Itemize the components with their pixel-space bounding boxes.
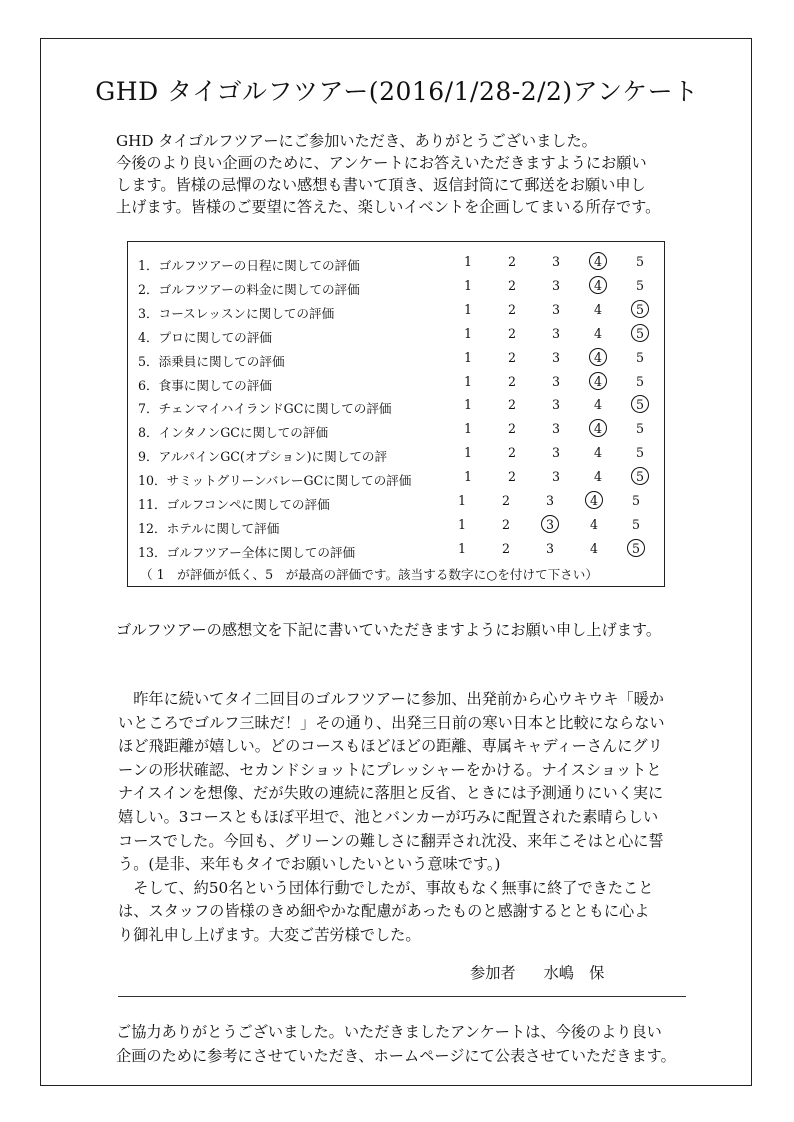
rating-score[interactable]: 1 — [463, 349, 472, 365]
rating-score-circled[interactable]: 5 — [631, 324, 649, 342]
rating-score[interactable]: 1 — [463, 325, 472, 341]
rating-score-circled[interactable]: 3 — [541, 515, 559, 533]
rating-question: 2．ゴルフツアーの料金に関しての評価 — [138, 281, 360, 297]
impression-line: は、スタッフの皆様のきめ細やかな配慮があったものと感謝するとともに心よ — [118, 902, 650, 921]
rating-score[interactable]: 4 — [589, 516, 598, 532]
impression-line: そして、約50名という団体行動でしたが、事故もなく無事に終了できたこと — [118, 878, 654, 897]
intro-line: 上げます。皆様のご要望に答えた、楽しいイベントを企画してまいる所存です。 — [116, 198, 661, 216]
rating-score[interactable]: 1 — [463, 445, 472, 461]
rating-score[interactable]: 3 — [551, 254, 560, 269]
rating-question: 3．コースレッスンに関しての評価 — [138, 305, 335, 321]
rating-score[interactable]: 3 — [551, 397, 560, 413]
rating-row — [128, 371, 664, 395]
rating-score[interactable]: 5 — [631, 493, 640, 508]
rating-score[interactable]: 2 — [507, 397, 516, 413]
rating-score[interactable]: 2 — [507, 325, 516, 341]
survey-title: GHD タイゴルフツアー(2016/1/28-2/2)アンケート — [95, 77, 699, 106]
rating-score[interactable]: 4 — [593, 445, 602, 461]
signature — [470, 962, 632, 983]
rating-score[interactable]: 1 — [463, 277, 472, 293]
closing-text — [116, 1020, 716, 1068]
rating-score[interactable]: 2 — [507, 373, 516, 389]
rating-score[interactable]: 5 — [635, 254, 644, 269]
rating-score[interactable]: 3 — [551, 325, 560, 341]
rating-question: 6．食事に関しての評価 — [138, 377, 272, 393]
rating-score[interactable]: 2 — [507, 277, 516, 293]
impression-line: り御礼申し上げます。大変ご苦労様でした。 — [118, 925, 421, 944]
rating-score[interactable]: 1 — [463, 397, 472, 413]
rating-score[interactable]: 2 — [501, 540, 510, 556]
rating-score[interactable]: 2 — [507, 254, 516, 269]
rating-score[interactable]: 3 — [551, 373, 560, 389]
impression-line: 嬉しい。3コースともほぼ平坦で、池とバンカーが巧みに配置された素晴らしい — [118, 807, 659, 826]
rating-score[interactable]: 5 — [635, 349, 644, 365]
rating-score[interactable]: 1 — [463, 301, 472, 317]
impression-line: う。(是非、来年もタイでお願いしたいという意味です。) — [118, 855, 501, 874]
rating-score[interactable]: 1 — [463, 254, 472, 269]
impression-line: コースでした。今回も、グリーンの難しさに翻弄され沈没、来年こそはと心に誓 — [118, 831, 664, 850]
rating-question: 1．ゴルフツアーの日程に関しての評価 — [138, 258, 360, 273]
rating-question: 8．インタノンGCに関しての評価 — [138, 425, 329, 441]
intro-text — [116, 130, 696, 218]
rating-score[interactable]: 3 — [551, 469, 560, 485]
rating-question: 12．ホテルに関して評価 — [138, 520, 280, 536]
rating-score[interactable]: 5 — [635, 373, 644, 389]
rating-score[interactable]: 2 — [507, 349, 516, 365]
rating-score[interactable]: 5 — [635, 445, 644, 461]
impression-line: ナイスインを想像、だが失敗の連続に落胆と反省、ときには予測通りにいく実に — [118, 784, 664, 803]
rating-row — [128, 442, 664, 466]
rating-score[interactable]: 2 — [507, 421, 516, 437]
intro-line: GHD タイゴルフツアーにご参加いただき、ありがとうございました。 — [116, 132, 597, 150]
impression-text — [118, 688, 698, 948]
rating-table — [127, 241, 665, 587]
rating-score-circled[interactable]: 4 — [589, 348, 607, 366]
intro-line: します。皆様の忌憚のない感想も書いて頂き、返信封筒にて郵送をお願い申し — [116, 176, 646, 194]
rating-question: 13．ゴルフツアー全体に関しての評価 — [138, 544, 356, 560]
signature-role: 参加者 — [470, 964, 516, 982]
impression-line: 昨年に続いてタイ二回目のゴルフツアーに参加、出発前から心ウキウキ「暖か — [118, 690, 664, 708]
impression-line: ほど飛距離が嬉しい。どのコースもほどほどの距離、専属キャディーさんにグリ — [118, 737, 663, 756]
rating-question: 10．サミットグリーンバレーGCに関しての評価 — [138, 473, 412, 489]
rating-question: 4．プロに関しての評価 — [138, 329, 272, 345]
rating-score[interactable]: 1 — [463, 469, 472, 485]
rating-score[interactable]: 3 — [551, 421, 560, 437]
intro-line: 今後のより良い企画のために、アンケートにお答えいただきますようにお願い — [116, 154, 647, 172]
rating-score[interactable]: 2 — [507, 301, 516, 317]
impression-line: ーンの形状確認、セカンドショットにプレッシャーをかける。ナイスショットと — [118, 760, 662, 779]
rating-question: 9．アルパインGC(オプション)に関しての評 — [138, 449, 388, 465]
rating-row — [128, 418, 664, 442]
rating-row — [128, 299, 664, 323]
rating-score[interactable]: 4 — [593, 397, 602, 413]
rating-row — [128, 275, 664, 299]
rating-row — [128, 466, 664, 490]
rating-row — [128, 538, 664, 562]
rating-score[interactable]: 4 — [593, 469, 602, 485]
rating-score[interactable]: 2 — [507, 445, 516, 461]
rating-score[interactable]: 4 — [593, 325, 602, 341]
rating-score[interactable]: 1 — [457, 493, 466, 508]
rating-score[interactable]: 5 — [635, 421, 644, 437]
rating-score[interactable]: 5 — [631, 516, 640, 532]
rating-score[interactable]: 1 — [457, 540, 466, 556]
rating-row — [128, 514, 664, 538]
divider — [118, 996, 686, 997]
rating-score[interactable]: 2 — [501, 493, 510, 508]
rating-question: 11．ゴルフコンペに関しての評価 — [138, 497, 330, 512]
rating-row — [128, 394, 664, 418]
rating-score[interactable]: 5 — [635, 277, 644, 293]
rating-row — [128, 323, 664, 347]
rating-question: 5．添乗員に関しての評価 — [138, 353, 285, 369]
rating-question: 7．チェンマイハイランドGCに関しての評価 — [138, 401, 392, 417]
closing-line: 企画のために参考にさせていただき、ホームページにて公表させていただきます。 — [116, 1047, 676, 1065]
rating-row — [128, 347, 664, 371]
rating-score-circled[interactable]: 4 — [585, 491, 603, 509]
rating-score[interactable]: 3 — [545, 493, 554, 508]
rating-score[interactable]: 2 — [501, 516, 510, 532]
rating-legend: （ 1 が評価が低く、5 が最高の評価です。該当する数字に○を付けて下さい） — [140, 567, 598, 582]
rating-score[interactable]: 1 — [463, 421, 472, 437]
rating-score[interactable]: 1 — [457, 516, 466, 532]
rating-score-circled[interactable]: 5 — [631, 395, 649, 413]
impression-request: ゴルフツアーの感想文を下記に書いていただきますようにお願い申し上げます。 — [116, 621, 662, 639]
rating-score-circled[interactable]: 4 — [589, 372, 607, 390]
rating-score[interactable]: 3 — [551, 349, 560, 365]
closing-line: ご協力ありがとうございました。いただきましたアンケートは、今後のより良い — [116, 1023, 662, 1041]
rating-score-circled[interactable]: 5 — [627, 539, 645, 557]
rating-score[interactable]: 1 — [463, 373, 472, 389]
rating-score[interactable]: 4 — [589, 540, 598, 556]
rating-row — [128, 251, 664, 275]
rating-score-circled[interactable]: 5 — [631, 300, 649, 318]
rating-score-circled[interactable]: 4 — [589, 276, 607, 294]
rating-score[interactable]: 3 — [545, 540, 554, 556]
rating-score-circled[interactable]: 4 — [589, 419, 607, 437]
rating-row — [128, 490, 664, 514]
rating-score-circled[interactable]: 4 — [589, 252, 607, 270]
rating-score[interactable]: 2 — [507, 469, 516, 485]
rating-score-circled[interactable]: 5 — [631, 467, 649, 485]
rating-score[interactable]: 3 — [551, 277, 560, 293]
impression-line: いところでゴルフ三昧だ！」その通り、出発三日前の寒い日本と比較にならない — [118, 713, 665, 732]
signature-name: 水嶋 保 — [543, 964, 605, 982]
rating-score[interactable]: 3 — [551, 301, 560, 317]
rating-score[interactable]: 3 — [551, 445, 560, 461]
rating-score[interactable]: 4 — [593, 301, 602, 317]
